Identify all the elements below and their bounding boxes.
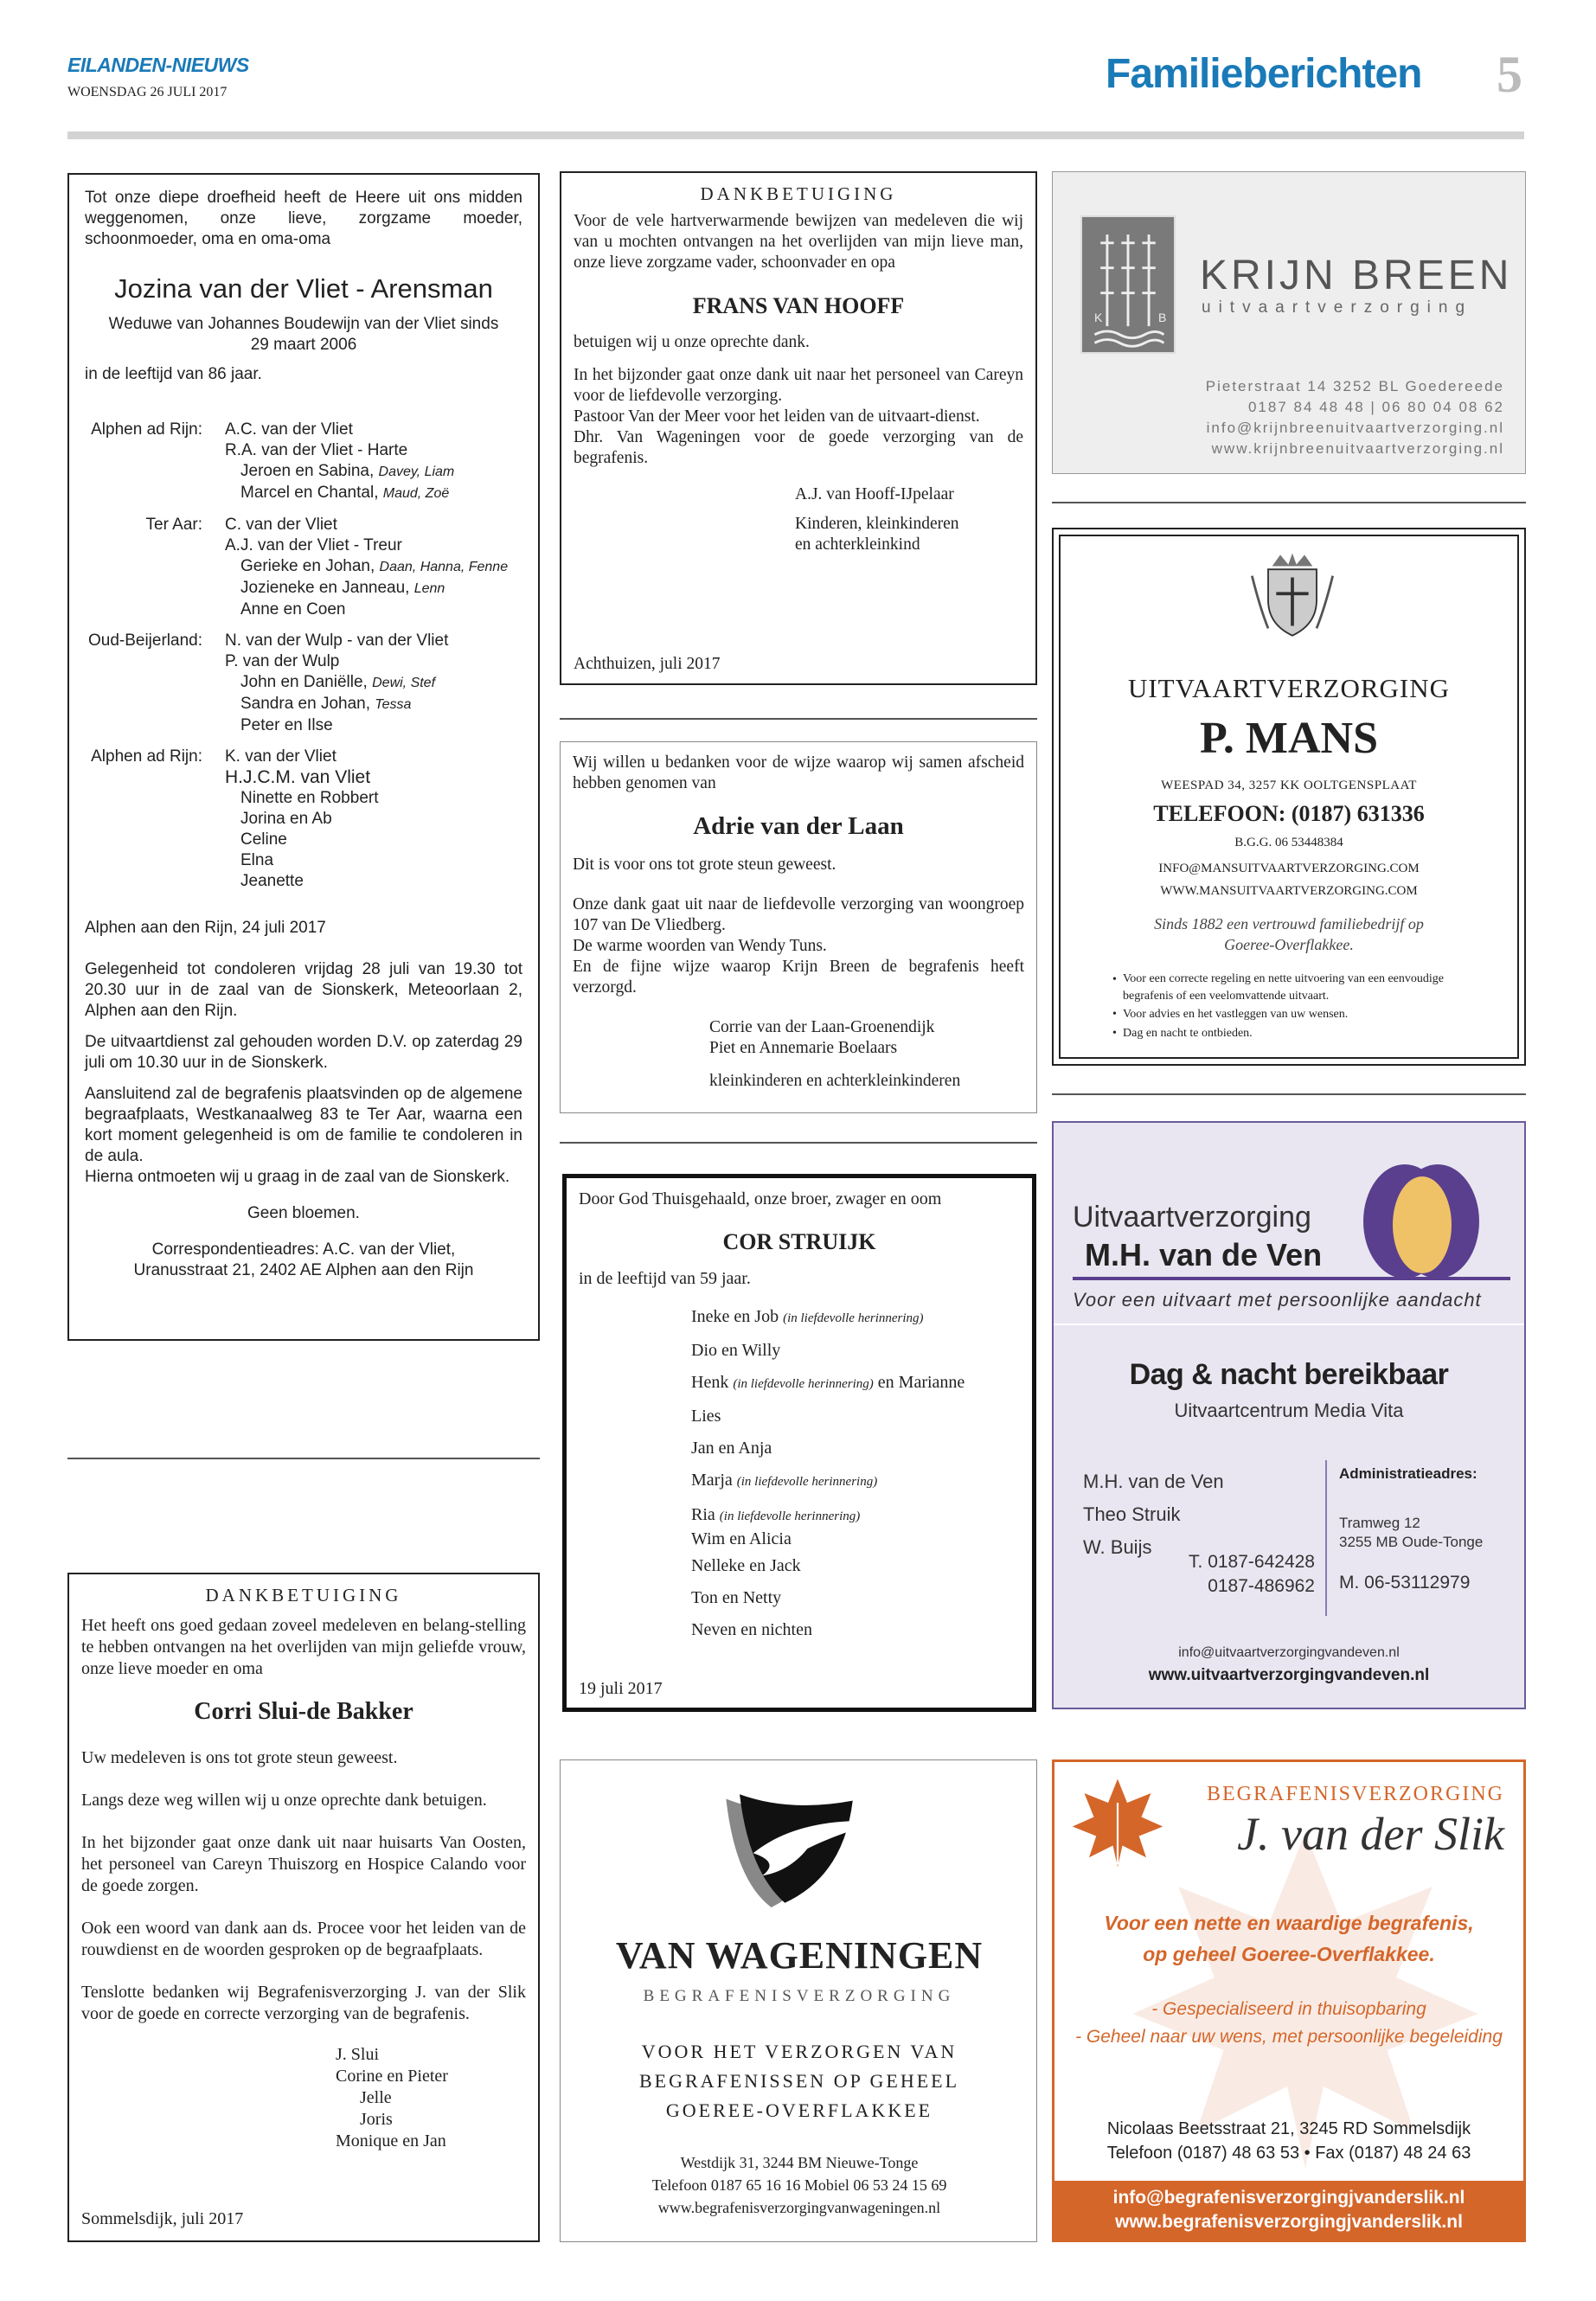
mans-since xyxy=(1061,913,1517,955)
member-name: Marcel en Chantal, xyxy=(240,484,379,502)
member-note: (in liefdevolle herinnering) xyxy=(719,1509,861,1523)
mans-address: WEESPAD 34, 3257 KK OOLTGENSPLAAT xyxy=(1161,779,1417,792)
coat-of-arms-icon xyxy=(1244,548,1341,644)
family-members xyxy=(225,515,508,620)
signer: Piet en Annemarie Boelaars xyxy=(709,1039,898,1057)
signer: Kinderen, kleinkinderen xyxy=(795,515,959,533)
tagline-line: op geheel Goeree-Overflakkee. xyxy=(1143,1943,1435,1965)
family-member xyxy=(225,578,508,599)
member-kids: Daan, Hanna, Fenne xyxy=(379,560,509,574)
vliet-address-2: Uranusstraat 21, 2402 AE Alphen aan den Rijn xyxy=(133,1261,474,1279)
family-member: Ninette en Robbert xyxy=(240,789,379,807)
hooff-special: In het bijzonder gaat onze dank uit naar het personeel van Careyn voor de liefdevolle verzorging. xyxy=(574,366,1023,405)
vandeven-divider xyxy=(1325,1460,1327,1616)
vandeven-website[interactable]: www.uitvaartverzorgingvandeven.nl xyxy=(1148,1666,1430,1684)
signer: A.J. van Hooff-IJpelaar xyxy=(795,485,954,503)
bullet-text: Voor advies en het vastleggen van uw wensen. xyxy=(1123,1008,1349,1021)
wageningen-address: Westdijk 31, 3244 BM Nieuwe-Tonge xyxy=(680,2154,919,2171)
slik-name: J. van der Slik xyxy=(1237,1808,1504,1860)
slik-tagline xyxy=(1054,1907,1523,1970)
vandeven-admin-label: Administratieadres: xyxy=(1339,1465,1477,1482)
column-divider xyxy=(1052,502,1526,503)
bullet-text: Voor een correcte regeling en nette uitvoering van een eenvoudige begrafenis of een veelomvattende uitvaart. xyxy=(1123,972,1444,1003)
family-place: Alphen ad Rijn: xyxy=(91,747,202,766)
family-group xyxy=(85,515,522,620)
signer: Jelle xyxy=(360,2088,392,2107)
column-divider xyxy=(67,1458,540,1459)
breen-email[interactable]: info@krijnbreenuitvaartverzorging.nl xyxy=(1206,420,1504,436)
service-line: - Geheel naar uw wens, met persoonlijke begeleiding xyxy=(1075,2027,1503,2047)
hooff-name: FRANS VAN HOOFF xyxy=(692,293,905,318)
column-divider xyxy=(1052,1093,1526,1095)
mans-bgg: B.G.G. 06 53448384 xyxy=(1234,836,1343,849)
hooff-place-date: Achthuizen, juli 2017 xyxy=(574,655,721,673)
mans-email[interactable]: INFO@MANSUITVAARTVERZORGING.COM xyxy=(1158,862,1420,875)
hooff-special-2: Pastoor Van der Meer voor het leiden van de uitvaart-dienst. xyxy=(574,407,980,426)
ad-van-de-ven xyxy=(1052,1121,1526,1709)
mans-title: UITVAARTVERZORGING xyxy=(1127,673,1451,703)
family-member xyxy=(691,1301,1020,1335)
member-kids: Lenn xyxy=(413,581,445,596)
vandeven-email[interactable]: info@uitvaartverzorgingvandeven.nl xyxy=(1178,1645,1400,1660)
since-line: Sinds 1882 een vertrouwd familiebedrijf op xyxy=(1154,915,1424,933)
hooff-thanks: betuigen wij u onze oprechte dank. xyxy=(574,333,810,351)
slui-p2: Langs deze weg willen wij u onze oprechte dank betuigen. xyxy=(81,1791,487,1810)
member-name: John en Daniëlle, xyxy=(240,673,368,691)
dove-logo xyxy=(699,1779,898,1918)
wageningen-sub: BEGRAFENISVERZORGING xyxy=(643,1987,956,2005)
vandeven-rule xyxy=(1073,1277,1510,1280)
family-members xyxy=(225,747,379,892)
family-member: K. van der Vliet xyxy=(225,747,337,766)
family-member: A.C. van der Vliet xyxy=(225,420,353,439)
mans-phone: TELEFOON: (0187) 631336 xyxy=(1153,801,1425,826)
wageningen-contact xyxy=(561,2151,1038,2219)
section-title: Familieberichten xyxy=(1106,51,1422,97)
admin-line: Tramweg 12 xyxy=(1339,1515,1420,1531)
mans-website[interactable]: WWW.MANSUITVAARTVERZORGING.COM xyxy=(1160,884,1418,898)
mans-inner-border xyxy=(1059,535,1519,1059)
tagline-line: VOOR HET VERZORGEN VAN xyxy=(641,2041,958,2062)
leaf-logo-icon xyxy=(1070,1774,1165,1869)
vliet-flowers: Geen bloemen. xyxy=(247,1204,360,1222)
struijk-date: 19 juli 2017 xyxy=(579,1679,663,1698)
tagline-line: BEGRAFENISSEN OP GEHEEL xyxy=(638,2070,960,2092)
laan-thanks: Onze dank gaat uit naar de liefdevolle verzorging van woongroep 107 van De Vliedberg. xyxy=(573,895,1024,934)
family-member: N. van der Wulp - van der Vliet xyxy=(225,631,449,650)
family-members xyxy=(225,420,454,504)
signer: Joris xyxy=(360,2110,393,2129)
breen-name: KRIJN BREEN xyxy=(1200,253,1513,298)
wageningen-name: VAN WAGENINGEN xyxy=(615,1934,984,1977)
slik-contact xyxy=(1054,2117,1523,2165)
family-member: Dio en Willy xyxy=(691,1341,781,1360)
vliet-intro: Tot onze diepe droefheid heeft de Heere uit ons midden weggenomen, onze lieve, zorgzame moeder, schoonmoeder, oma en oma-oma xyxy=(85,189,522,248)
slui-intro: Het heeft ons goed gedaan zoveel medeleven en belang-stelling te hebben ontvangen na het overlijden van mijn geliefde vrouw, onze lieve moeder en oma xyxy=(81,1616,526,1678)
family-place: Alphen ad Rijn: xyxy=(91,420,202,439)
member-note: (in liefdevolle herinnering) xyxy=(733,1377,874,1391)
slik-address: Nicolaas Beetsstraat 21, 3245 RD Sommelsdijk xyxy=(1106,2119,1471,2138)
vandeven-rule-2 xyxy=(1054,1324,1524,1325)
slui-p5: Tenslotte bedanken wij Begrafenisverzorging J. van der Slik voor de goede en correcte verzorging van de begrafenis. xyxy=(81,1983,526,2023)
laan-support: Dit is voor ons tot grote steun geweest. xyxy=(573,856,836,874)
family-member xyxy=(225,556,508,578)
breen-phone: 0187 84 48 48 | 06 80 04 08 62 xyxy=(1247,399,1504,415)
vandeven-people xyxy=(1083,1465,1224,1564)
header-rule xyxy=(67,131,1524,139)
slik-phone: Telefoon (0187) 48 63 53 • Fax (0187) 48 24 63 xyxy=(1106,2144,1471,2163)
breen-logo-letter-k: K xyxy=(1094,311,1103,324)
mans-name: P. MANS xyxy=(1199,714,1379,763)
family-member: Lies xyxy=(691,1407,721,1426)
family-members xyxy=(225,631,448,736)
breen-logo xyxy=(1080,215,1176,354)
member-name: Jeroen en Sabina, xyxy=(240,462,375,480)
vandeven-admin xyxy=(1339,1514,1483,1552)
masthead-brand: EILANDEN-NIEUWS xyxy=(67,54,249,76)
vliet-widow-date: 29 maart 2006 xyxy=(250,336,357,354)
family-member: P. van der Wulp xyxy=(225,652,340,670)
family-member: C. van der Vliet xyxy=(225,516,337,534)
struijk-name: COR STRUIJK xyxy=(722,1229,876,1254)
family-group xyxy=(85,420,522,504)
slik-email[interactable]: info@begrafenisverzorgingjvanderslik.nl xyxy=(1112,2188,1465,2208)
admin-line: 3255 MB Oude-Tonge xyxy=(1339,1534,1484,1550)
arms-crown xyxy=(1272,554,1313,567)
hooff-signature xyxy=(795,484,1023,555)
obituary-van-der-vliet xyxy=(67,173,540,1341)
vliet-age: in de leeftijd van 86 jaar. xyxy=(85,365,262,383)
ad-van-der-slik xyxy=(1052,1759,1526,2242)
person: M.H. van de Ven xyxy=(1083,1471,1224,1492)
family-member: Celine xyxy=(240,830,287,849)
breen-contact xyxy=(1206,376,1504,459)
mans-bullets xyxy=(1112,971,1476,1043)
logo-yellow-shape xyxy=(1393,1176,1452,1273)
family-member xyxy=(691,1503,1020,1528)
laan-thanks-3: En de fijne wijze waarop Krijn Breen de begrafenis heeft verzorgd. xyxy=(573,958,1024,997)
thanks-van-hooff xyxy=(560,171,1037,685)
ad-p-mans xyxy=(1052,528,1526,1066)
signer: kleinkinderen en achterkleinkinderen xyxy=(709,1072,961,1090)
slik-website[interactable]: www.begrafenisverzorgingjvanderslik.nl xyxy=(1115,2212,1463,2232)
column-divider xyxy=(560,718,1037,720)
family-member xyxy=(691,1465,1020,1498)
member-name: Jozieneke en Janneau, xyxy=(240,579,410,597)
obituary-struijk xyxy=(562,1174,1036,1712)
struijk-family xyxy=(691,1301,1020,1646)
vandeven-center: Uitvaartcentrum Media Vita xyxy=(1174,1400,1404,1421)
ad-van-wageningen xyxy=(560,1759,1037,2242)
family-member xyxy=(225,483,454,504)
family-member: Neven en nichten xyxy=(691,1620,812,1639)
signer: Corine en Pieter xyxy=(336,2067,448,2086)
slik-services xyxy=(1054,1996,1523,2051)
family-group xyxy=(85,747,522,892)
family-place: Ter Aar: xyxy=(145,516,202,534)
vliet-burial-after: Hierna ontmoeten wij u graag in de zaal van de Sionskerk. xyxy=(85,1168,510,1186)
bullet-item xyxy=(1112,971,1476,1005)
tagline-line: Voor een nette en waardige begrafenis, xyxy=(1104,1912,1474,1934)
signer: en achterkleinkind xyxy=(795,535,920,554)
signer: J. Slui xyxy=(336,2045,380,2064)
family-member: R.A. van der Vliet - Harte xyxy=(225,441,408,459)
slui-place-date: Sommelsdijk, juli 2017 xyxy=(81,2209,244,2228)
signer: Corrie van der Laan-Groenendijk xyxy=(709,1018,935,1036)
vliet-place-date: Alphen aan den Rijn, 24 juli 2017 xyxy=(85,919,326,937)
breen-sub: uitvaartverzorging xyxy=(1202,298,1473,317)
column-divider xyxy=(560,1142,1037,1144)
slui-p4: Ook een woord van dank aan ds. Procee voor het leiden van de rouwdienst en de woorden gesproken op de begraafplaats. xyxy=(81,1919,526,1959)
ad-krijn-breen xyxy=(1052,171,1526,474)
vliet-address-1: Correspondentieadres: A.C. van der Vliet, xyxy=(151,1240,456,1259)
breen-address: Pieterstraat 14 3252 BL Goedereede xyxy=(1205,378,1504,394)
wageningen-phone: Telefoon 0187 65 16 16 Mobiel 06 53 24 15 69 xyxy=(651,2176,947,2194)
family-member xyxy=(225,672,448,694)
member-note: (in liefdevolle herinnering) xyxy=(783,1311,924,1325)
tagline-line: GOEREE-OVERFLAKKEE xyxy=(665,2099,933,2121)
bullet-item xyxy=(1112,1024,1476,1043)
laan-thanks-2: De warme woorden van Wendy Tuns. xyxy=(573,937,827,955)
family-member xyxy=(225,461,454,483)
slik-title: BEGRAFENISVERZORGING xyxy=(1206,1783,1504,1805)
family-place: Oud-Beijerland: xyxy=(87,631,202,650)
page-number: 5 xyxy=(1497,46,1522,103)
vliet-family xyxy=(85,420,522,892)
hooff-intro: Voor de vele hartverwarmende bewijzen van medeleven die wij van u mochten ontvangen na het overlijden van mijn lieve man, onze lieve zorgzame vader, schoonvader en opa xyxy=(574,212,1023,272)
wageningen-tagline xyxy=(561,2037,1038,2125)
vandeven-title: Uitvaartverzorging xyxy=(1073,1201,1311,1234)
vliet-widow-line: Weduwe van Johannes Boudewijn van der Vliet sinds xyxy=(108,315,499,333)
member-name: Henk xyxy=(691,1373,729,1392)
wageningen-website[interactable]: www.begrafenisverzorgingvanwageningen.nl xyxy=(657,2199,941,2216)
family-member xyxy=(225,694,448,715)
masthead-date: WOENSDAG 26 JULI 2017 xyxy=(67,85,228,99)
vandeven-mobile: M. 06-53112979 xyxy=(1339,1573,1471,1593)
member-note: (in liefdevolle herinnering) xyxy=(736,1475,878,1489)
slui-heading: DANKBETUIGING xyxy=(205,1585,402,1606)
slui-name: Corri Slui-de Bakker xyxy=(194,1698,413,1725)
laan-signature xyxy=(709,1017,1024,1092)
slui-p1: Uw medeleven is ons tot grote steun geweest. xyxy=(81,1748,398,1767)
struijk-age: in de leeftijd van 59 jaar. xyxy=(579,1269,751,1288)
breen-logo-mark xyxy=(1082,217,1174,352)
slik-links xyxy=(1054,2181,1523,2240)
vliet-condolence: Gelegenheid tot condoleren vrijdag 28 juli van 19.30 tot 20.30 uur in de zaal van de Sionskerk, Meteoorlaan 2, Alphen aan den Rijn. xyxy=(85,960,522,1020)
vandeven-name: M.H. van de Ven xyxy=(1085,1237,1323,1272)
hooff-special-3: Dhr. Van Wageningen voor de goede verzorging van de begrafenis. xyxy=(574,428,1023,467)
person: W. Buijs xyxy=(1083,1536,1152,1558)
signer: Monique en Jan xyxy=(336,2131,446,2150)
service-line: - Gespecialiseerd in thuisopbaring xyxy=(1151,1999,1426,2019)
struijk-intro: Door God Thuisgehaald, onze broer, zwager en oom xyxy=(579,1189,942,1208)
family-member: A.J. van der Vliet - Treur xyxy=(225,536,402,554)
family-member: H.J.C.M. van Vliet xyxy=(225,767,371,787)
since-line: Goeree-Overflakkee. xyxy=(1224,936,1354,953)
breen-logo-letter-b: B xyxy=(1158,311,1167,324)
member-kids: Maud, Zoë xyxy=(382,486,450,501)
family-member xyxy=(691,1367,1020,1400)
vliet-burial: Aansluitend zal de begrafenis plaatsvinden op de algemene begraafplaats, Westkanaalweg 83 te Ter Aar, waarna een kort moment gelegenheid is om de familie te condoleren in de aula. xyxy=(85,1085,522,1165)
family-group xyxy=(85,631,522,736)
member-name: Ineke en Job xyxy=(691,1307,779,1326)
family-member: Elna xyxy=(240,851,274,869)
family-member: Anne en Coen xyxy=(240,600,346,619)
bullet-dot-icon: • xyxy=(1112,1008,1117,1021)
bullet-text: Dag en nacht te ontbieden. xyxy=(1123,1027,1253,1040)
hooff-heading: DANKBETUIGING xyxy=(700,183,897,204)
vliet-service: De uitvaartdienst zal gehouden worden D.V. op zaterdag 29 juli om 10.30 uur in de Sionskerk. xyxy=(85,1033,522,1072)
member-name: Sandra en Johan, xyxy=(240,695,371,713)
family-member: Ton en Netty xyxy=(691,1588,782,1607)
slui-p3: In het bijzonder gaat onze dank uit naar huisarts Van Oosten, het personeel van Careyn Thuiszorg en Hospice Calando voor de goede zorgen. xyxy=(81,1833,526,1895)
family-member: Jan en Anja xyxy=(691,1439,772,1458)
bullet-item xyxy=(1112,1005,1476,1024)
member-partner: en Marianne xyxy=(877,1373,965,1392)
member-name: Gerieke en Johan, xyxy=(240,557,375,575)
bullet-dot-icon: • xyxy=(1112,1027,1117,1040)
member-name: Ria xyxy=(691,1505,715,1524)
family-member: Jeanette xyxy=(240,872,304,890)
vandeven-logo-icon xyxy=(1351,1161,1490,1282)
thanks-van-der-laan xyxy=(560,741,1037,1113)
family-member: Jorina en Ab xyxy=(240,810,332,828)
vliet-name: Jozina van der Vliet - Arensman xyxy=(114,273,493,304)
member-kids: Tessa xyxy=(375,697,412,712)
slui-signature xyxy=(336,2044,526,2152)
vandeven-phones xyxy=(1175,1550,1315,1599)
bullet-dot-icon: • xyxy=(1112,973,1117,986)
vandeven-availability: Dag & nacht bereikbaar xyxy=(1129,1358,1449,1391)
breen-website[interactable]: www.krijnbreenuitvaartverzorging.nl xyxy=(1211,440,1504,457)
family-member: Nelleke en Jack xyxy=(691,1556,801,1575)
phone: T. 0187-642428 xyxy=(1189,1552,1315,1572)
family-member: Peter en Ilse xyxy=(240,716,333,734)
phone: 0187-486962 xyxy=(1208,1576,1315,1596)
person: Theo Struik xyxy=(1083,1503,1181,1525)
laan-name: Adrie van der Laan xyxy=(693,812,904,840)
member-kids: Dewi, Stef xyxy=(372,676,436,690)
thanks-slui xyxy=(67,1573,540,2242)
vandeven-slogan: Voor een uitvaart met persoonlijke aandacht xyxy=(1073,1289,1482,1311)
member-name: Marja xyxy=(691,1471,733,1490)
family-member: Wim en Alicia xyxy=(691,1529,792,1548)
laan-intro: Wij willen u bedanken voor de wijze waarop wij samen afscheid hebben genomen van xyxy=(573,753,1024,792)
member-kids: Davey, Liam xyxy=(378,465,455,479)
